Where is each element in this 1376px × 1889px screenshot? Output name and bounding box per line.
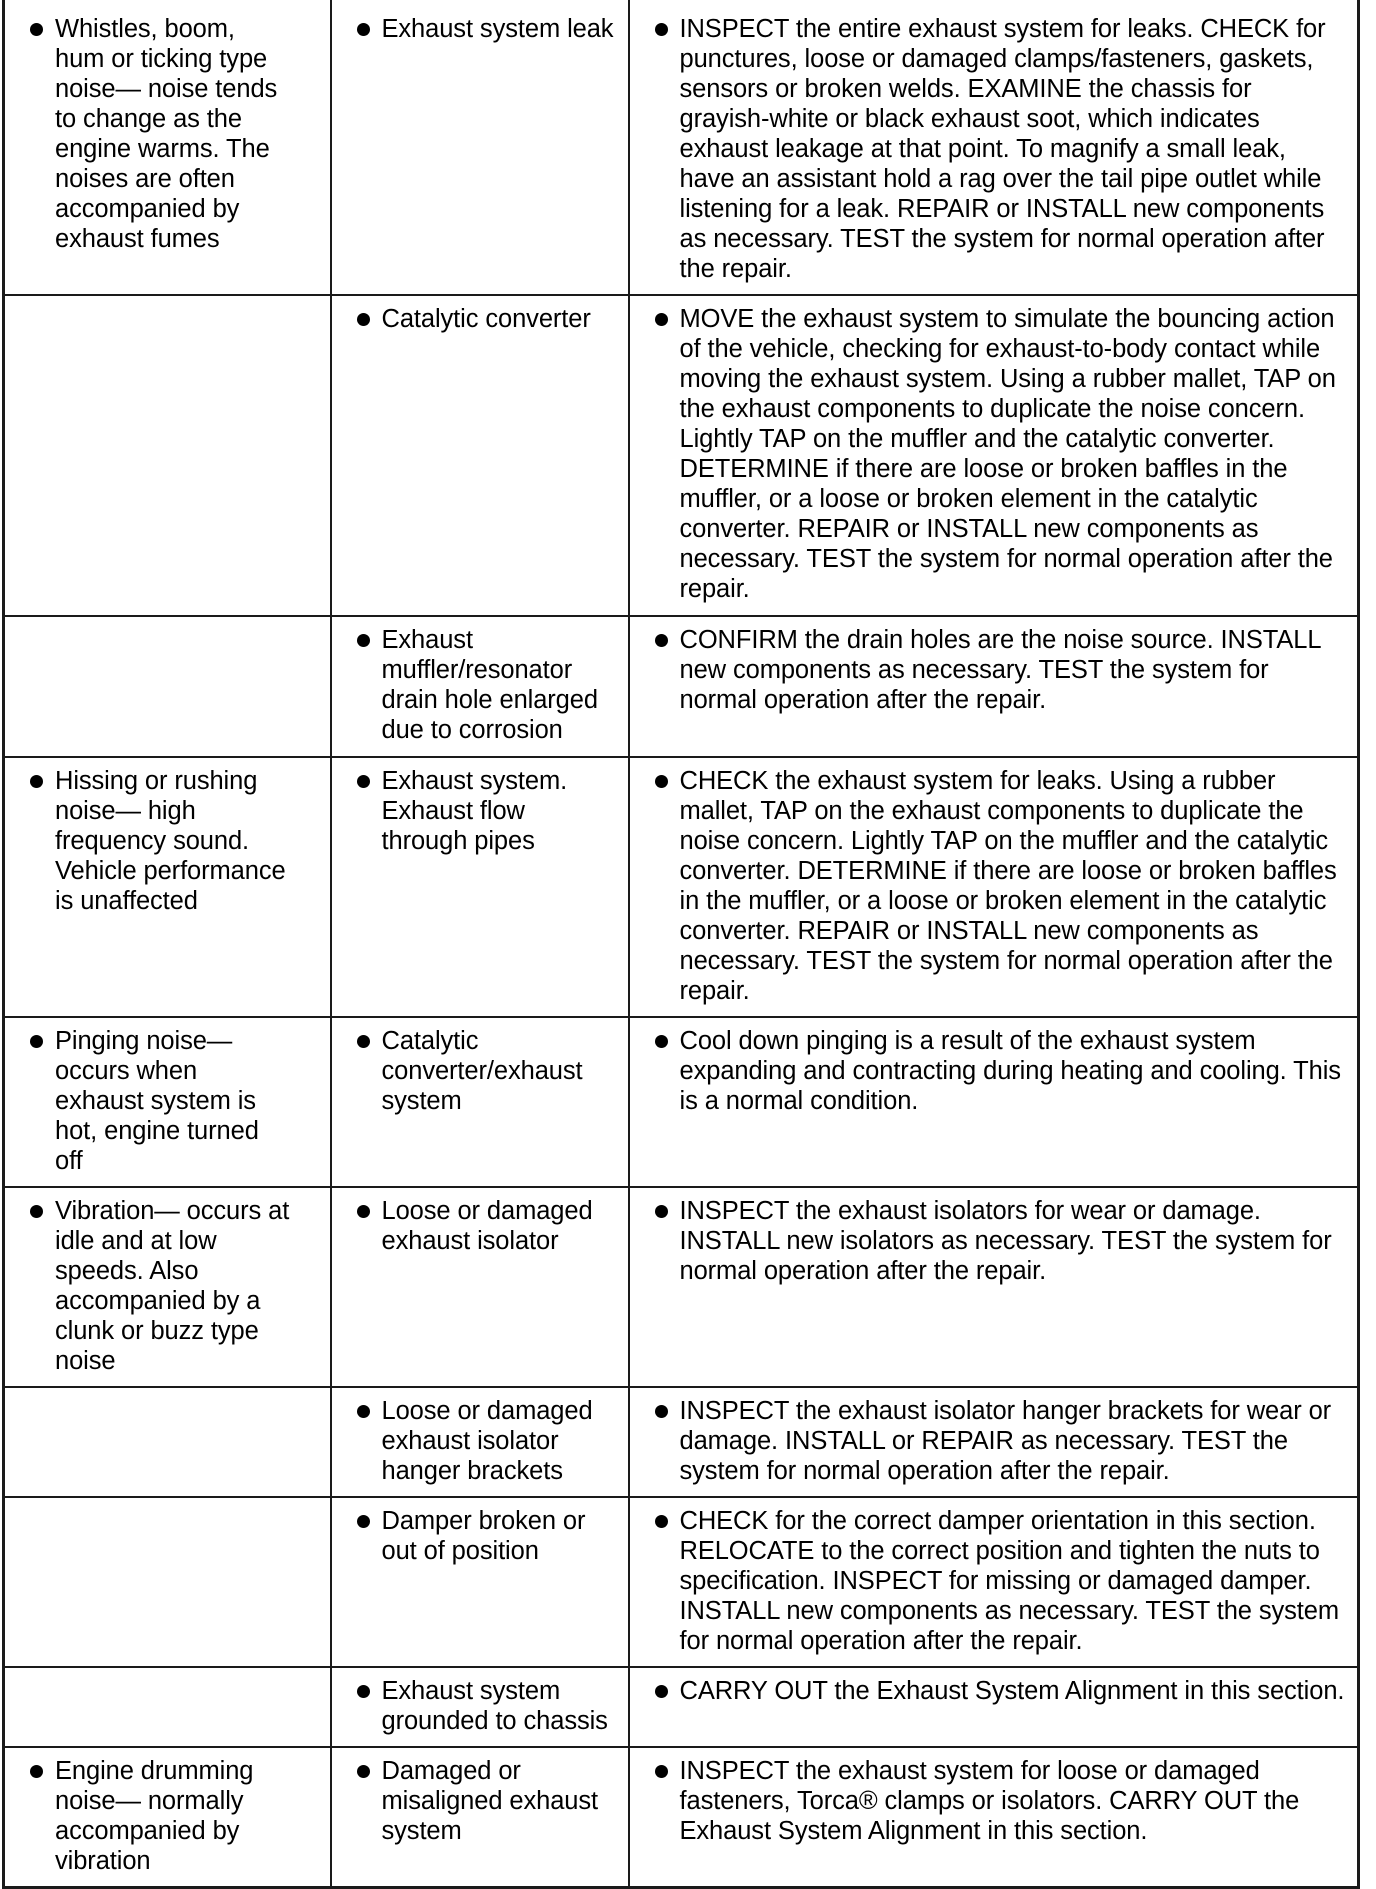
action-bullet-item bbox=[630, 304, 1348, 604]
action-text: INSPECT the exhaust isolators for wear or damage. INSTALL new isolators as necessary. TEST the system for normal operation after the repair. bbox=[679, 1197, 1332, 1285]
source-cell bbox=[331, 0, 629, 295]
symptom-bullet-item bbox=[5, 1026, 320, 1176]
source-text: Exhaust system. Exhaust flow through pipes bbox=[381, 767, 568, 855]
source-bullet-item bbox=[332, 1196, 618, 1256]
bullet-icon bbox=[630, 304, 680, 334]
source-text: Loose or damaged exhaust isolator bbox=[381, 1197, 593, 1255]
symptom-text: Whistles, boom, hum or ticking type noise— noise tends to change as the engine warms. The noises are often accompanied by exhaust fumes bbox=[55, 15, 278, 253]
source-bullet-item bbox=[332, 1026, 618, 1116]
symptom-cell bbox=[4, 1667, 331, 1747]
action-text: CARRY OUT the Exhaust System Alignment in this section. bbox=[679, 1677, 1345, 1705]
symptom-cell bbox=[4, 1017, 331, 1187]
action-cell bbox=[629, 616, 1359, 757]
source-bullet-item bbox=[332, 1756, 618, 1846]
source-bullet-item bbox=[332, 1506, 618, 1566]
bullet-icon bbox=[5, 1756, 55, 1786]
action-cell bbox=[629, 1387, 1359, 1497]
source-cell bbox=[331, 616, 629, 757]
action-bullet-item bbox=[630, 625, 1348, 715]
source-text: Damper broken or out of position bbox=[381, 1507, 586, 1565]
source-cell bbox=[331, 1667, 629, 1747]
action-cell bbox=[629, 1667, 1359, 1747]
bullet-icon bbox=[630, 1676, 680, 1706]
table-row bbox=[4, 757, 1359, 1017]
action-bullet-item bbox=[630, 14, 1348, 284]
source-text: Catalytic converter bbox=[381, 305, 591, 333]
bullet-icon bbox=[332, 1396, 382, 1426]
action-text: CHECK the exhaust system for leaks. Using a rubber mallet, TAP on the exhaust components to duplicate the noise concern. Lightly TAP on the muffler and the catalytic converter. DETERMINE if there are loose or broken baffles in the muffler, or a loose or broken element in the catalytic converter. REPAIR or INSTALL new components as necessary. TEST the system for normal operation after the repair. bbox=[679, 767, 1337, 1005]
source-text: Damaged or misaligned exhaust system bbox=[381, 1757, 598, 1845]
table-row bbox=[4, 616, 1359, 757]
bullet-icon bbox=[332, 304, 382, 334]
action-text: CHECK for the correct damper orientation in this section. RELOCATE to the correct position and tighten the nuts to specification. INSPECT for missing or damaged damper. INSTALL new components as necessary. TEST the system for normal operation after the repair. bbox=[679, 1507, 1340, 1655]
action-cell bbox=[629, 295, 1359, 616]
action-text: Cool down pinging is a result of the exhaust system expanding and contracting during heating and cooling. This is a normal condition. bbox=[679, 1027, 1341, 1115]
bullet-icon bbox=[5, 1196, 55, 1226]
source-text: Catalytic converter/exhaust system bbox=[381, 1027, 583, 1115]
bullet-icon bbox=[5, 766, 55, 796]
bullet-icon bbox=[5, 1026, 55, 1056]
table-row bbox=[4, 295, 1359, 616]
bullet-icon bbox=[630, 1396, 680, 1426]
action-cell bbox=[629, 1187, 1359, 1387]
source-cell bbox=[331, 1187, 629, 1387]
bullet-icon bbox=[332, 766, 382, 796]
action-text: INSPECT the exhaust system for loose or damaged fasteners, Torca® clamps or isolators. CARRY OUT the Exhaust System Alignment in this section. bbox=[679, 1757, 1300, 1845]
source-bullet-item bbox=[332, 1396, 618, 1486]
action-bullet-item bbox=[630, 1396, 1348, 1486]
bullet-icon bbox=[332, 14, 382, 44]
bullet-icon bbox=[630, 1026, 680, 1056]
table-row bbox=[4, 1497, 1359, 1667]
symptom-bullet-item bbox=[5, 766, 320, 916]
symptom-text: Pinging noise— occurs when exhaust system is hot, engine turned off bbox=[55, 1027, 259, 1175]
action-cell bbox=[629, 1497, 1359, 1667]
bullet-icon bbox=[332, 625, 382, 655]
bullet-icon bbox=[332, 1756, 382, 1786]
action-cell bbox=[629, 0, 1359, 295]
source-text: Exhaust system grounded to chassis bbox=[381, 1677, 608, 1735]
source-text: Loose or damaged exhaust isolator hanger brackets bbox=[381, 1397, 593, 1485]
source-cell bbox=[331, 1387, 629, 1497]
symptom-cell bbox=[4, 1187, 331, 1387]
source-cell bbox=[331, 757, 629, 1017]
symptom-cell bbox=[4, 1387, 331, 1497]
action-text: CONFIRM the drain holes are the noise source. INSTALL new components as necessary. TEST the system for normal operation after the repair. bbox=[679, 626, 1321, 714]
table-row bbox=[4, 1187, 1359, 1387]
action-bullet-item bbox=[630, 1196, 1348, 1286]
source-cell bbox=[331, 1497, 629, 1667]
action-text: INSPECT the exhaust isolator hanger brackets for wear or damage. INSTALL or REPAIR as necessary. TEST the system for normal operation after the repair. bbox=[679, 1397, 1332, 1485]
bullet-icon bbox=[630, 1196, 680, 1226]
source-cell bbox=[331, 1017, 629, 1187]
symptom-cell bbox=[4, 295, 331, 616]
action-bullet-item bbox=[630, 1676, 1348, 1706]
bullet-icon bbox=[630, 1506, 680, 1536]
action-cell bbox=[629, 1017, 1359, 1187]
source-bullet-item bbox=[332, 766, 618, 856]
bullet-icon bbox=[630, 766, 680, 796]
table-row bbox=[4, 1387, 1359, 1497]
table-row bbox=[4, 1747, 1359, 1888]
bullet-icon bbox=[332, 1196, 382, 1226]
bullet-icon bbox=[332, 1026, 382, 1056]
symptom-cell bbox=[4, 1747, 331, 1888]
table-row bbox=[4, 0, 1359, 295]
action-text: INSPECT the entire exhaust system for leaks. CHECK for punctures, loose or damaged clamps/fasteners, gaskets, sensors or broken welds. EXAMINE the chassis for grayish-white or black exhaust soot, which indicates exhaust leakage at that point. To magnify a small leak, have an assistant hold a rag over the tail pipe outlet while listening for a leak. REPAIR or INSTALL new components as necessary. TEST the system for normal operation after the repair. bbox=[679, 15, 1326, 283]
bullet-icon bbox=[332, 1676, 382, 1706]
action-text: MOVE the exhaust system to simulate the bouncing action of the vehicle, checking for exhaust-to-body contact while moving the exhaust system. Using a rubber mallet, TAP on the exhaust components to duplicate the noise concern. Lightly TAP on the muffler and the catalytic converter. DETERMINE if there are loose or broken baffles in the muffler, or a loose or broken element in the catalytic converter. REPAIR or INSTALL new components as necessary. TEST the system for normal operation after the repair. bbox=[679, 305, 1336, 603]
source-bullet-item bbox=[332, 625, 618, 745]
source-text: Exhaust system leak bbox=[381, 15, 614, 43]
table-row bbox=[4, 1667, 1359, 1747]
action-bullet-item bbox=[630, 1506, 1348, 1656]
symptom-bullet-item bbox=[5, 14, 320, 254]
symptom-cell bbox=[4, 616, 331, 757]
action-bullet-item bbox=[630, 1026, 1348, 1116]
symptom-cell bbox=[4, 1497, 331, 1667]
bullet-icon bbox=[630, 14, 680, 44]
action-cell bbox=[629, 1747, 1359, 1888]
symptom-chart-table bbox=[2, 0, 1360, 1889]
symptom-chart-body bbox=[4, 0, 1359, 1888]
bullet-icon bbox=[630, 1756, 680, 1786]
bullet-icon bbox=[5, 14, 55, 44]
bullet-icon bbox=[332, 1506, 382, 1536]
symptom-cell bbox=[4, 0, 331, 295]
source-text: Exhaust muffler/resonator drain hole enlarged due to corrosion bbox=[381, 626, 598, 744]
symptom-bullet-item bbox=[5, 1756, 320, 1876]
bullet-icon bbox=[630, 625, 680, 655]
action-bullet-item bbox=[630, 1756, 1348, 1846]
source-bullet-item bbox=[332, 304, 618, 334]
action-bullet-item bbox=[630, 766, 1348, 1006]
source-cell bbox=[331, 1747, 629, 1888]
table-row bbox=[4, 1017, 1359, 1187]
source-bullet-item bbox=[332, 14, 618, 44]
symptom-text: Hissing or rushing noise— high frequency sound. Vehicle performance is unaffected bbox=[55, 767, 286, 915]
symptom-bullet-item bbox=[5, 1196, 320, 1376]
action-cell bbox=[629, 757, 1359, 1017]
source-cell bbox=[331, 295, 629, 616]
symptom-cell bbox=[4, 757, 331, 1017]
symptom-text: Engine drumming noise— normally accompanied by vibration bbox=[55, 1757, 254, 1875]
symptom-text: Vibration— occurs at idle and at low speeds. Also accompanied by a clunk or buzz type noise bbox=[55, 1197, 290, 1375]
source-bullet-item bbox=[332, 1676, 618, 1736]
